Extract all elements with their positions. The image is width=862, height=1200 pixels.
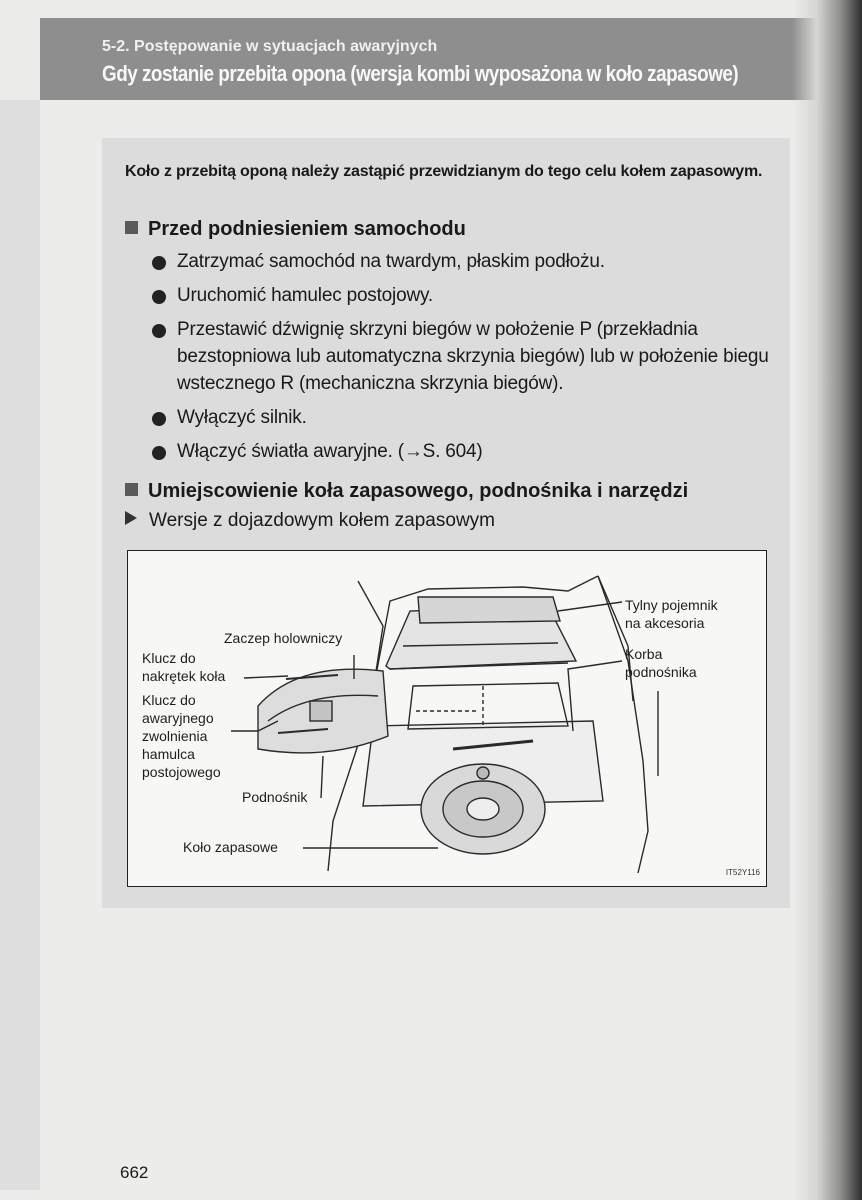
triangle-arrow-icon [125, 511, 137, 525]
trunk-illustration [127, 550, 767, 887]
list-item: Zatrzymać samochód na twardym, płaskim podłożu. [152, 248, 772, 275]
wheel-bolt [477, 767, 489, 779]
label-brake-release-line3: zwolnienia [142, 728, 208, 744]
left-margin [0, 100, 40, 1190]
list-item: Uruchomić hamulec postojowy. [152, 282, 772, 309]
figure-code: IT52Y116 [725, 868, 760, 877]
label-accessory-line2: na akcesoria [625, 615, 705, 631]
list-item: Wyłączyć silnik. [152, 404, 772, 431]
label-jack: Podnośnik [242, 789, 308, 805]
intro-text: Koło z przebitą oponą należy zastąpić przewidzianym do tego celu kołem zapasowym. [125, 163, 763, 180]
section-header-band [40, 18, 832, 100]
list-item: Przestawić dźwignię skrzyni biegów w położenie P (przekładnia bezstopniowa lub automatyczna skrzynia biegów) lub w położenie biegu wstecznego R (mechaniczna skrzynia biegów). [152, 316, 772, 397]
label-wheel-nut-wrench-line2: nakrętek koła [142, 668, 226, 684]
label-spare-wheel: Koło zapasowe [183, 839, 278, 855]
list-item: Włączyć światła awaryjne. (→S. 604) [152, 438, 772, 465]
page-fold-shadow [792, 0, 862, 1200]
version-line [125, 510, 495, 532]
square-bullet-icon [125, 483, 138, 496]
label-accessory-line1: Tylny pojemnik [625, 597, 718, 613]
section-heading-spare-location [125, 480, 688, 503]
bullet-dot-icon [152, 290, 166, 304]
page-number: 662 [120, 1163, 149, 1182]
section-heading-text: Przed podniesieniem samochodu [148, 218, 466, 240]
bullet-dot-icon [152, 256, 166, 270]
accessory-tray [418, 597, 560, 623]
jack-in-tray [310, 701, 332, 721]
square-bullet-icon [125, 221, 138, 234]
section-heading-before-lifting [125, 218, 466, 241]
label-brake-release-line2: awaryjnego [142, 710, 214, 726]
label-jack-handle-line2: podnośnika [625, 664, 697, 680]
bullet-dot-icon [152, 446, 166, 460]
bullet-dot-icon [152, 324, 166, 338]
label-wheel-nut-wrench-line1: Klucz do [142, 650, 196, 666]
preparation-steps-list [152, 248, 772, 472]
bullet-dot-icon [152, 412, 166, 426]
page-title: Gdy zostanie przebita opona (wersja kombi wyposażona w koło zapasowe) [102, 61, 739, 86]
label-brake-release-line5: postojowego [142, 764, 221, 780]
section-subtitle: 5-2. Postępowanie w sytuacjach awaryjnych [102, 38, 438, 55]
label-brake-release-line1: Klucz do [142, 692, 196, 708]
label-brake-release-line4: hamulca [142, 746, 195, 762]
label-tow-hook: Zaczep holowniczy [224, 630, 343, 646]
version-text: Wersje z dojazdowym kołem zapasowym [149, 510, 495, 531]
section-heading-text: Umiejscowienie koła zapasowego, podnośnika i narzędzi [148, 480, 689, 502]
label-jack-handle-line1: Korba [625, 646, 663, 662]
